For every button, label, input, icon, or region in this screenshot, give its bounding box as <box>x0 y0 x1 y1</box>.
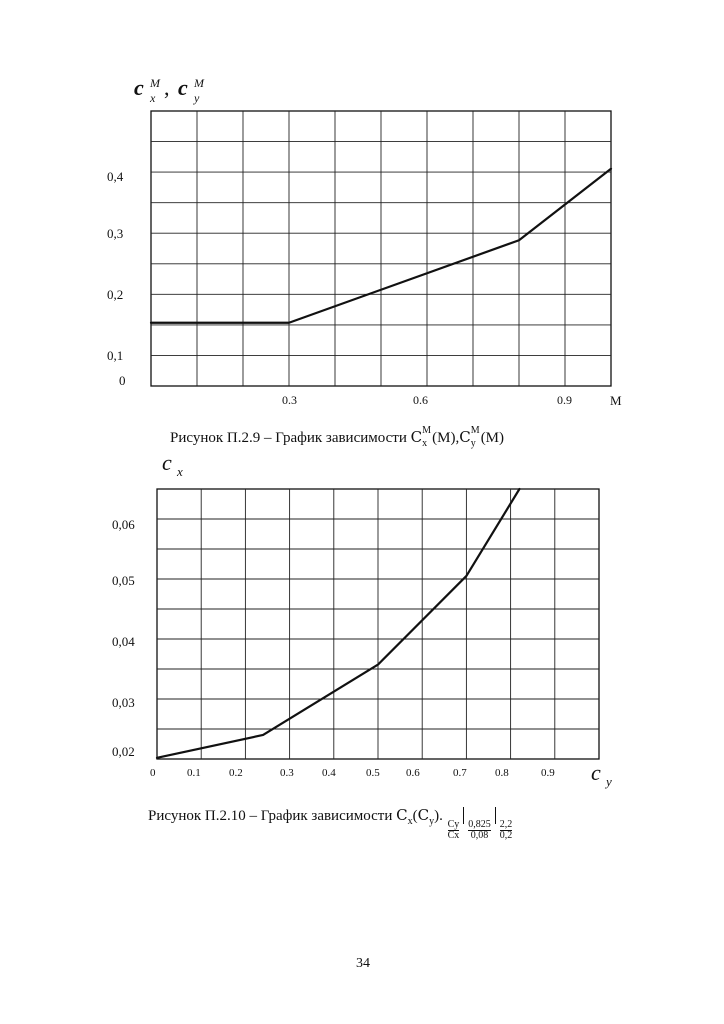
chart-1-y-axis-label-c-y: c <box>178 75 188 100</box>
caption-1-sub-y: y <box>470 438 476 449</box>
chart-2-x-tick-0-2: 0.2 <box>229 767 243 779</box>
caption-1-prefix: Рисунок П.2.9 – График зависимости <box>170 430 411 446</box>
caption-2-fraction-2-top: 0,825 <box>468 819 491 830</box>
chart-1-x-tick-0-6: 0.6 <box>413 393 428 407</box>
chart-1-x-tick-0-3: 0.3 <box>282 393 297 407</box>
chart-1-y-axis-label-c-x: c <box>134 75 144 100</box>
chart-2 <box>157 489 599 759</box>
figure-caption-2-10 <box>148 806 513 841</box>
chart-1-y-axis-label <box>134 75 205 105</box>
chart-2-x-tick-0-7: 0.7 <box>453 767 467 779</box>
chart-2-x-tick-0-5: 0.5 <box>366 767 380 779</box>
chart-1-y-tick-0-2: 0,2 <box>107 287 124 302</box>
caption-2-symbol-c: C <box>396 806 408 824</box>
chart-2-x-tick-0-3: 0.3 <box>280 767 294 779</box>
caption-2-fraction-cy-cx <box>448 820 460 841</box>
chart-2-x-axis-label-sub: y <box>606 774 612 789</box>
caption-1-symbol-c: C <box>410 428 423 446</box>
chart-2-x-tick-0-4: 0.4 <box>322 767 336 779</box>
caption-1-sup-m-second: M <box>470 425 480 436</box>
caption-2-sub-x: x <box>407 816 413 827</box>
caption-2-separator-2 <box>495 807 496 824</box>
chart-2-y-axis-label-main: c <box>162 450 172 475</box>
caption-2-fraction-3-bottom: 0,2 <box>499 830 513 841</box>
caption-1-argument-second: (M) <box>480 430 505 446</box>
caption-2-fraction-2-bottom: 0,08 <box>470 830 489 841</box>
caption-2-separator-1 <box>463 807 464 824</box>
caption-1-script-x <box>422 425 432 449</box>
chart-2-x-tick-0: 0 <box>150 767 156 779</box>
chart-1-x-tick-0-9: 0.9 <box>557 393 572 407</box>
chart-1-y-axis-label-comma: , <box>164 75 170 100</box>
chart-1-y-axis-label-m-x: M <box>150 76 160 90</box>
figure-caption-2-9 <box>170 425 505 449</box>
chart-2-y-axis-label <box>162 450 183 479</box>
chart-2-x-axis-label-main: c <box>591 760 601 785</box>
chart-1-y-tick-0-4: 0,4 <box>107 169 124 184</box>
caption-1-argument: (M), <box>432 430 460 446</box>
chart-2-x-tick-0-8: 0.8 <box>495 767 509 779</box>
caption-2-fraction-values-2 <box>500 820 513 841</box>
chart-2-y-axis-label-sub: x <box>177 464 183 479</box>
chart-1-y-axis-label-x: x <box>150 91 156 105</box>
chart-2-series-line <box>157 489 519 758</box>
chart-2-y-tick-0-05: 0,05 <box>112 573 135 588</box>
chart-1-y-tick-0-3: 0,3 <box>107 226 124 241</box>
chart-1-x-axis-label: M <box>610 393 622 408</box>
chart-2-x-tick-0-6: 0.6 <box>406 767 420 779</box>
chart-1 <box>151 111 611 386</box>
caption-2-symbol-c-second: C <box>417 806 430 824</box>
caption-1-symbol-c-second: C <box>459 428 471 446</box>
page-number: 34 <box>356 956 370 971</box>
chart-2-y-tick-0-03: 0,03 <box>112 695 135 710</box>
caption-2-fraction-1-bottom: Cx <box>447 830 460 841</box>
caption-2-fraction-1-top: Cy <box>447 819 460 830</box>
chart-1-y-tick-0: 0 <box>119 373 126 388</box>
chart-2-y-tick-0-04: 0,04 <box>112 634 135 649</box>
caption-2-sub-y: y <box>429 816 435 827</box>
chart-2-x-tick-0-1: 0.1 <box>187 767 201 779</box>
chart-2-y-tick-0-02: 0,02 <box>112 744 135 759</box>
chart-2-x-axis-label <box>591 760 612 789</box>
caption-2-prefix: Рисунок П.2.10 – График зависимости <box>148 808 397 824</box>
caption-2-fraction-values-1 <box>468 820 491 841</box>
chart-1-y-axis-label-y: y <box>194 91 200 105</box>
caption-2-open-paren: ( <box>412 808 418 824</box>
caption-2-close-paren: ). <box>434 808 443 824</box>
chart-2-y-tick-0-06: 0,06 <box>112 517 135 532</box>
caption-1-script-y <box>470 425 481 449</box>
caption-2-fraction-3-top: 2,2 <box>499 819 513 830</box>
chart-2-x-tick-0-9: 0.9 <box>541 767 555 779</box>
chart-1-y-axis-label-m-y: M <box>194 76 204 90</box>
chart-1-y-tick-0-1: 0,1 <box>107 348 124 363</box>
caption-1-sup-m: M <box>422 425 432 436</box>
caption-1-sub-x: x <box>422 438 428 449</box>
